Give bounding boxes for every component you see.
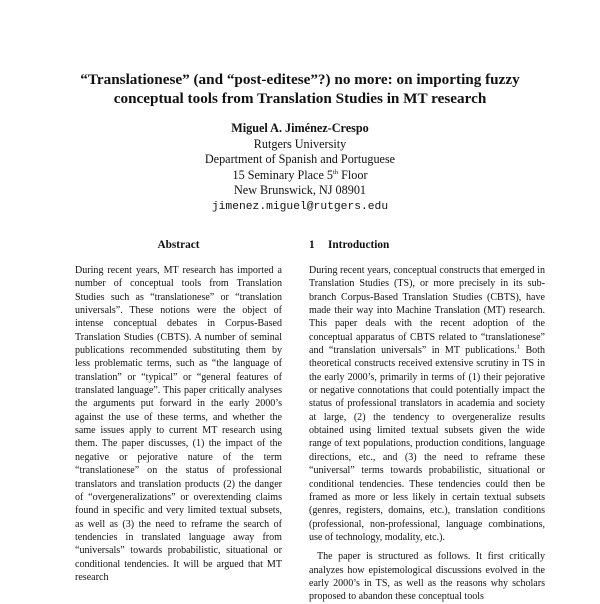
author-email: jimenez.miguel@rutgers.edu [211, 200, 389, 213]
footnote-marker[interactable]: 1 [516, 343, 521, 351]
author-affiliation: Rutgers University [253, 136, 347, 151]
introduction-paragraph-1-part-1: During recent years, conceptual constructs that emerged in Translation Studies (TS), or more precisely in its sub-branch Corpus-Based Translation Studies (CBTS), have made their way into Machine Translation (MT) research. This paper deals with the recent adoption of the conceptual apparatus of CBTS related to “translationese” and “translation universals” in MT publications. [309, 265, 545, 357]
abstract-text: During recent years, MT research has imported a number of conceptual tools from Translation Studies such as “translationese” or “translation universals”. These notions were the object of intense conceptual debates in Corpus-Based Translation Studies (CBTS). A number of seminal publications recommended substituting them by less problematic terms, such as “the language of translation” or “typical” or “general features of translated language”. This paper critically analyses the arguments put forward in the early 2000’s against the use of these terms, and whether the same issues apply to current MT research using them. The paper discusses, (1) the impact of the negative or pejorative nature of the term “translationese” on the status of professional translators and translation products (2) the danger of “overgeneralizations” or overextending claims found in specific and very limited textual subsets, as well as (3) the need to reframe the search of tendencies in translated language away from “universals” towards probabilistic, situational or conditional tendencies. It will be argued that MT research [75, 265, 282, 583]
section-title: Introduction [328, 239, 390, 251]
introduction-paragraph-1 [309, 264, 545, 544]
abstract-column [75, 238, 282, 584]
section-number: 1 [309, 239, 315, 251]
author-address-floor: Floor [338, 167, 368, 182]
author-department: Department of Spanish and Portuguese [204, 152, 396, 166]
introduction-paragraph-2: The paper is structured as follows. It first critically analyzes how epistemological discussions evolved in the early 2000’s in TS, as well as the reasons why scholars proposed to abandon these conceptual tools [309, 551, 545, 603]
abstract-heading: Abstract [157, 239, 200, 251]
author-address-street: 15 Seminary Place 5 [232, 167, 333, 182]
paper-title-line-1: “Translationese” (and “post-editese”?) no more: on importing fuzzy [80, 71, 520, 88]
introduction-heading [309, 238, 545, 252]
author-city: New Brunswick, NJ 08901 [233, 183, 367, 197]
introduction-paragraph-1-part-2: Both theoretical constructs received extensive scrutiny in TS in the early 2000’s, primarily in terms of (1) their pejorative or negative connotations that could potentially impact the status of professional translators in academia and society at large, (2) the tendency to overgeneralize results obtained using limited textual subsets given the wide range of text populations, production conditions, language directions, etc., and (3) the need to reframe these “universal” terms towards probabilistic, situational or conditional tendencies. These tendencies could then be framed as more or less likely in certain textual subsets (genres, registers, domains, etc.), translation conditions (professional, non-professional, language combinations, use of technology, modality, etc.). [309, 345, 545, 543]
author-block [100, 121, 500, 215]
introduction-column [309, 238, 545, 604]
paper-title-line-2: conceptual tools from Translation Studies in MT research [113, 90, 487, 107]
author-name: Miguel A. Jiménez-Crespo [231, 121, 369, 135]
author-address-ordinal: th [333, 168, 339, 176]
author-address [100, 168, 500, 184]
paper-title [40, 70, 560, 108]
